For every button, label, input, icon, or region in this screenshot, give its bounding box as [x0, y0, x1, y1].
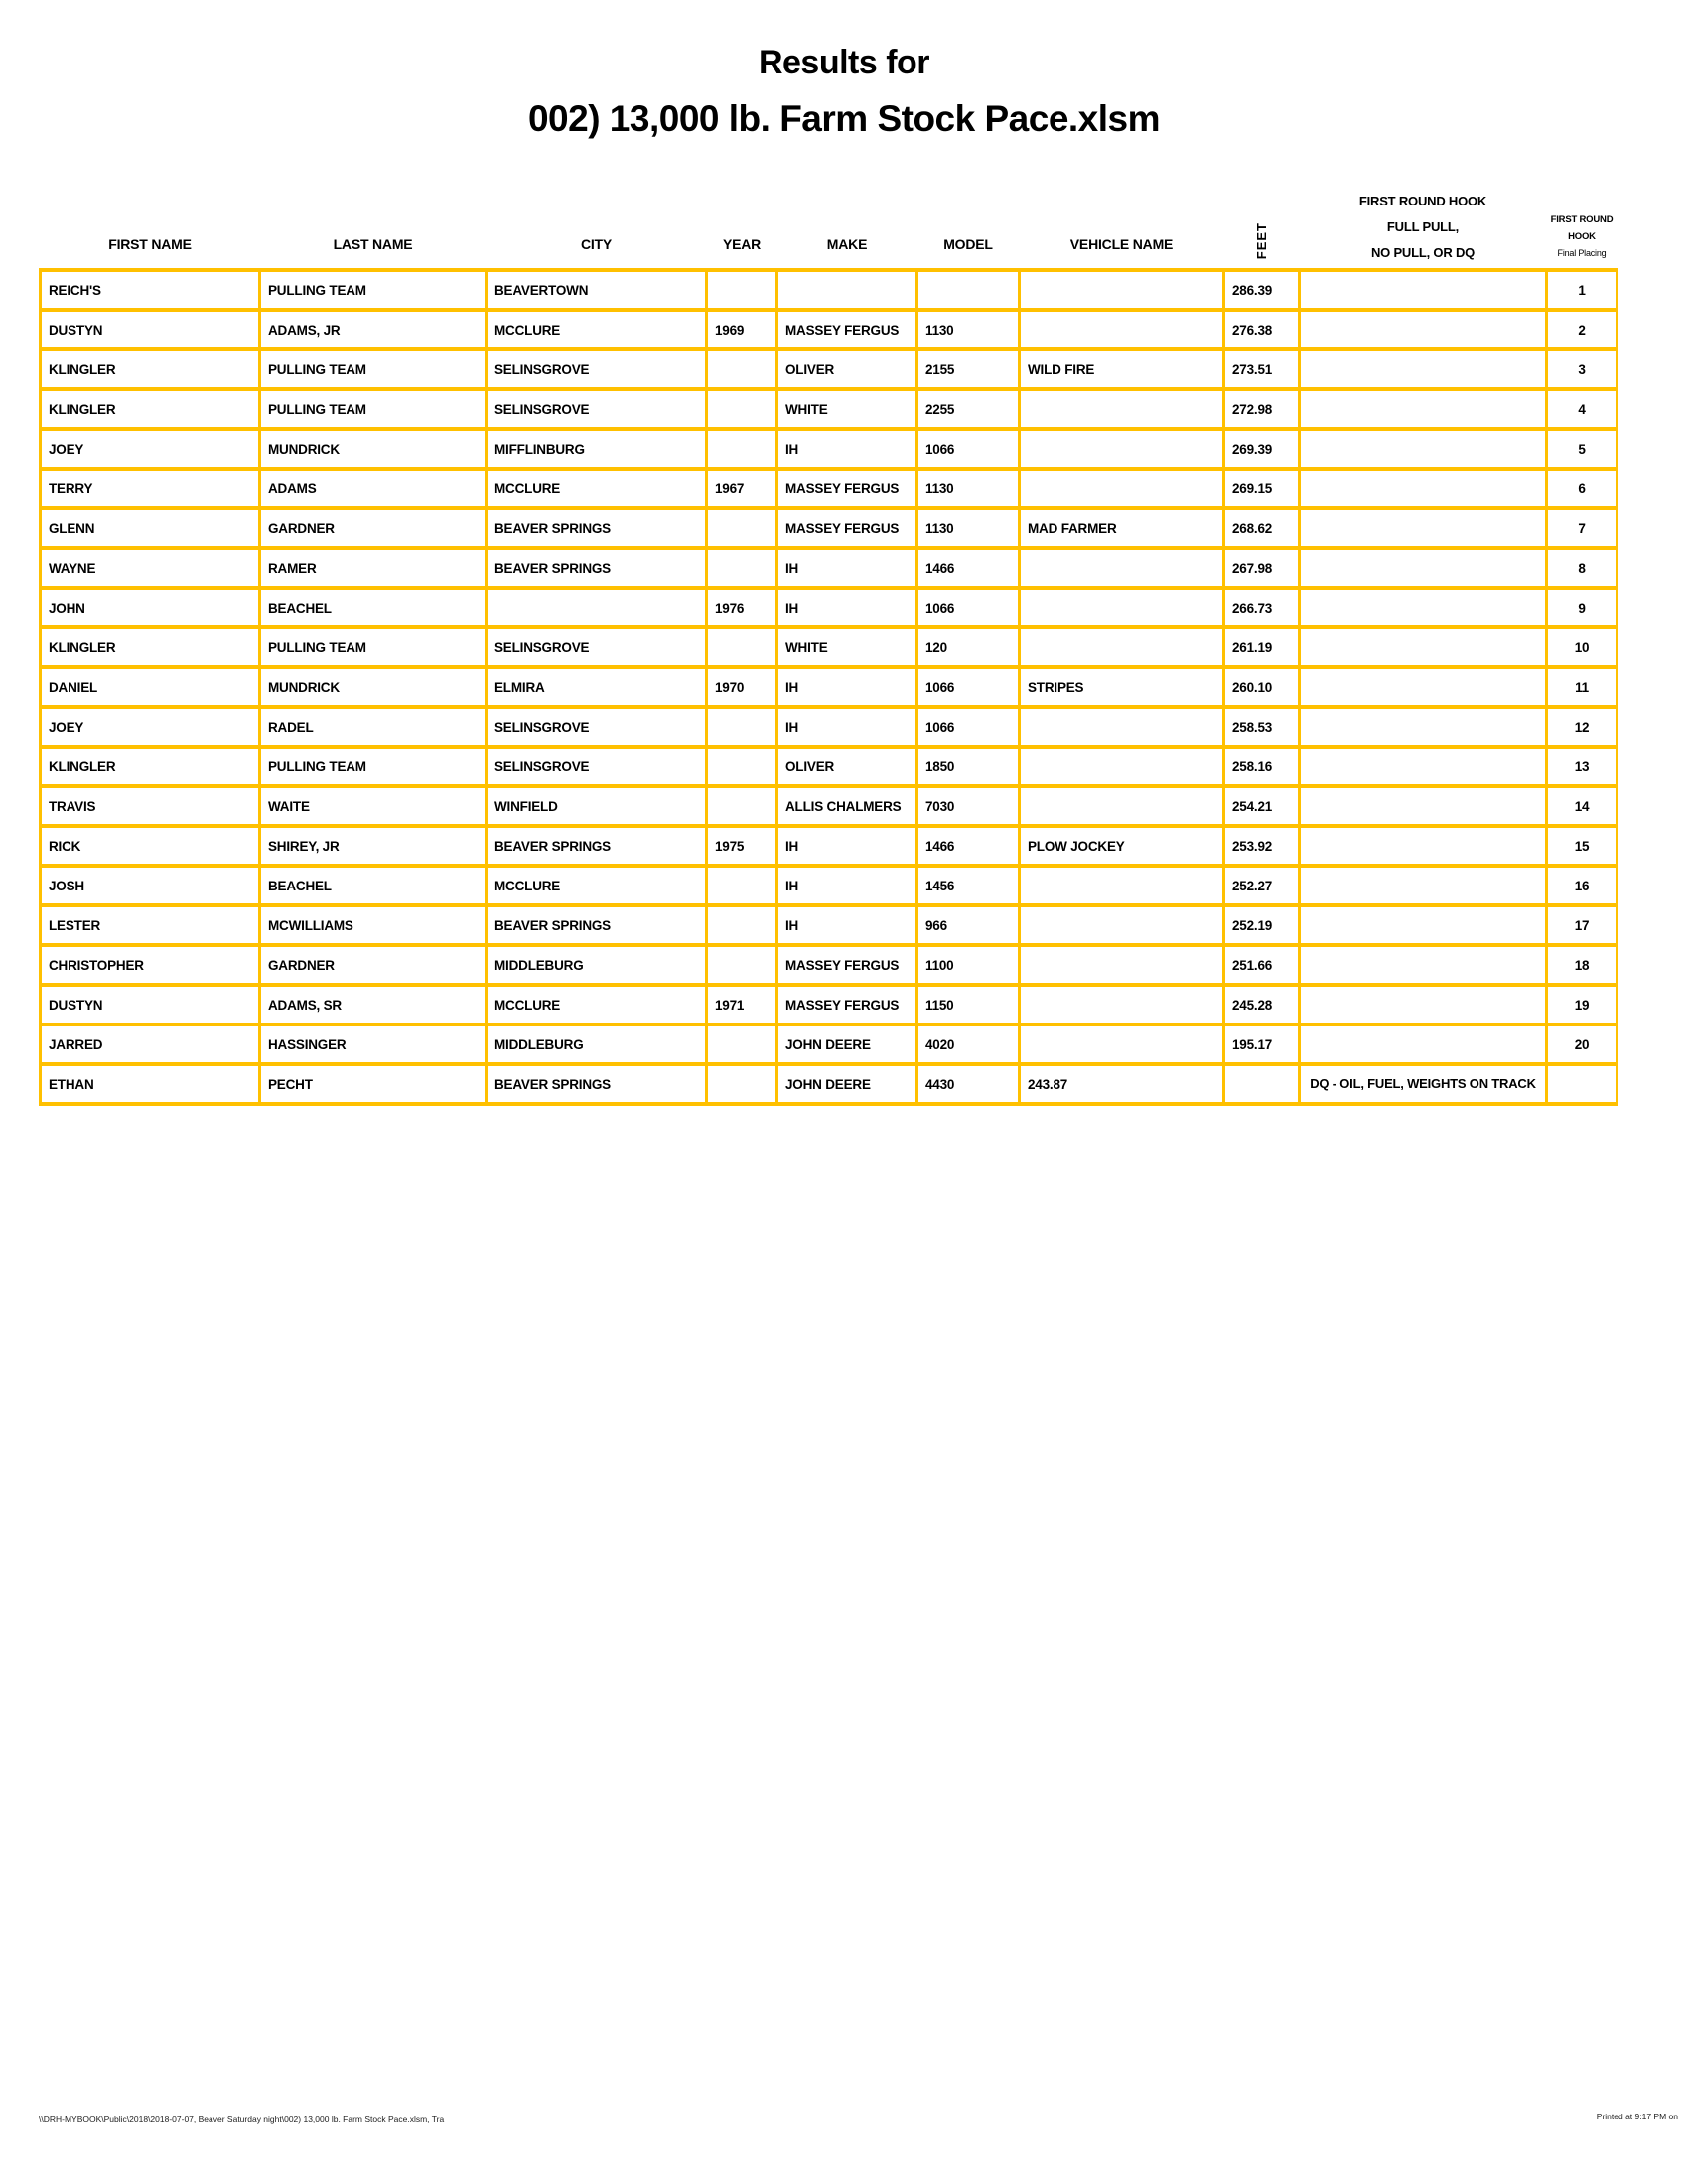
- cell-feet: 252.19: [1224, 905, 1300, 945]
- cell-make: MASSEY FERGUS: [777, 469, 917, 508]
- placing-header-line3: Final Placing: [1557, 248, 1607, 258]
- cell-model: 1066: [917, 429, 1020, 469]
- cell-first-round-hook: [1300, 429, 1547, 469]
- cell-last-name: PULLING TEAM: [260, 389, 487, 429]
- cell-vehicle-name: [1020, 310, 1224, 349]
- table-row: [41, 667, 1618, 707]
- cell-model: [917, 270, 1020, 310]
- cell-last-name: MUNDRICK: [260, 667, 487, 707]
- cell-first-name: ETHAN: [41, 1064, 260, 1104]
- cell-make: MASSEY FERGUS: [777, 945, 917, 985]
- cell-feet: 286.39: [1224, 270, 1300, 310]
- cell-city: SELINSGROVE: [487, 747, 707, 786]
- cell-last-name: WAITE: [260, 786, 487, 826]
- col-header-first-name: FIRST NAME: [108, 236, 192, 252]
- cell-city: MCCLURE: [487, 469, 707, 508]
- table-row: [41, 905, 1618, 945]
- cell-model: 4430: [917, 1064, 1020, 1104]
- cell-last-name: RAMER: [260, 548, 487, 588]
- cell-first-round-hook: DQ - OIL, FUEL, WEIGHTS ON TRACK: [1300, 1064, 1547, 1104]
- cell-final-placing: 19: [1547, 985, 1618, 1024]
- cell-final-placing: 18: [1547, 945, 1618, 985]
- cell-model: 1066: [917, 667, 1020, 707]
- col-header-make: MAKE: [826, 236, 868, 252]
- table-row: [41, 349, 1618, 389]
- cell-first-name: RICK: [41, 826, 260, 866]
- cell-last-name: PECHT: [260, 1064, 487, 1104]
- cell-first-name: TRAVIS: [41, 786, 260, 826]
- cell-first-name: KLINGLER: [41, 747, 260, 786]
- placing-header-line1: FIRST ROUND: [1550, 214, 1614, 225]
- cell-first-name: JARRED: [41, 1024, 260, 1064]
- table-row: [41, 786, 1618, 826]
- cell-first-name: DUSTYN: [41, 310, 260, 349]
- cell-city: ELMIRA: [487, 667, 707, 707]
- cell-vehicle-name: [1020, 627, 1224, 667]
- cell-last-name: RADEL: [260, 707, 487, 747]
- cell-vehicle-name: [1020, 747, 1224, 786]
- cell-last-name: BEACHEL: [260, 588, 487, 627]
- cell-first-round-hook: [1300, 826, 1547, 866]
- cell-vehicle-name: [1020, 429, 1224, 469]
- cell-final-placing: 13: [1547, 747, 1618, 786]
- cell-year: [707, 548, 777, 588]
- cell-final-placing: 11: [1547, 667, 1618, 707]
- col-header-vehicle-name: VEHICLE NAME: [1069, 236, 1174, 252]
- col-header-city: CITY: [580, 236, 613, 252]
- cell-year: [707, 270, 777, 310]
- cell-final-placing: 1: [1547, 270, 1618, 310]
- results-table: [39, 187, 1618, 1106]
- cell-final-placing: 9: [1547, 588, 1618, 627]
- cell-feet: 195.17: [1224, 1024, 1300, 1064]
- footer-file-path: \\DRH-MYBOOK\Public\2018\2018-07-07, Beaver Saturday night\002) 13,000 lb. Farm Stock Pace.xlsm, Tra: [39, 2115, 445, 2124]
- cell-make: JOHN DEERE: [777, 1024, 917, 1064]
- cell-make: OLIVER: [777, 747, 917, 786]
- cell-last-name: SHIREY, JR: [260, 826, 487, 866]
- cell-first-round-hook: [1300, 508, 1547, 548]
- cell-first-name: KLINGLER: [41, 349, 260, 389]
- cell-last-name: PULLING TEAM: [260, 349, 487, 389]
- cell-city: MIDDLEBURG: [487, 1024, 707, 1064]
- cell-city: BEAVERTOWN: [487, 270, 707, 310]
- cell-first-round-hook: [1300, 270, 1547, 310]
- cell-first-name: LESTER: [41, 905, 260, 945]
- cell-make: IH: [777, 429, 917, 469]
- cell-last-name: BEACHEL: [260, 866, 487, 905]
- cell-first-round-hook: [1300, 747, 1547, 786]
- cell-model: 1130: [917, 508, 1020, 548]
- cell-make: [777, 270, 917, 310]
- cell-last-name: HASSINGER: [260, 1024, 487, 1064]
- cell-feet: 269.39: [1224, 429, 1300, 469]
- cell-model: 2255: [917, 389, 1020, 429]
- cell-first-name: TERRY: [41, 469, 260, 508]
- cell-final-placing: 5: [1547, 429, 1618, 469]
- hook-header-line3: NO PULL, OR DQ: [1370, 245, 1476, 260]
- cell-feet: 266.73: [1224, 588, 1300, 627]
- footer-printed-at: Printed at 9:17 PM on: [1596, 2112, 1678, 2121]
- cell-feet: 253.92: [1224, 826, 1300, 866]
- cell-year: [707, 1024, 777, 1064]
- cell-make: MASSEY FERGUS: [777, 310, 917, 349]
- cell-first-round-hook: [1300, 707, 1547, 747]
- cell-vehicle-name: 243.87: [1020, 1064, 1224, 1104]
- cell-first-name: WAYNE: [41, 548, 260, 588]
- cell-first-name: DUSTYN: [41, 985, 260, 1024]
- cell-first-name: CHRISTOPHER: [41, 945, 260, 985]
- cell-year: [707, 945, 777, 985]
- cell-city: MCCLURE: [487, 310, 707, 349]
- cell-last-name: GARDNER: [260, 508, 487, 548]
- cell-vehicle-name: [1020, 548, 1224, 588]
- table-row: [41, 866, 1618, 905]
- cell-first-name: JOEY: [41, 429, 260, 469]
- col-header-year: YEAR: [722, 236, 762, 252]
- cell-make: JOHN DEERE: [777, 1064, 917, 1104]
- cell-city: BEAVER SPRINGS: [487, 508, 707, 548]
- col-header-final-placing: [1547, 187, 1618, 270]
- cell-make: IH: [777, 588, 917, 627]
- cell-make: MASSEY FERGUS: [777, 985, 917, 1024]
- cell-vehicle-name: [1020, 905, 1224, 945]
- cell-city: MCCLURE: [487, 985, 707, 1024]
- cell-vehicle-name: [1020, 866, 1224, 905]
- cell-first-name: DANIEL: [41, 667, 260, 707]
- cell-year: 1971: [707, 985, 777, 1024]
- cell-make: IH: [777, 548, 917, 588]
- cell-city: [487, 588, 707, 627]
- cell-model: 1130: [917, 469, 1020, 508]
- cell-model: 1456: [917, 866, 1020, 905]
- cell-first-name: JOHN: [41, 588, 260, 627]
- cell-year: 1975: [707, 826, 777, 866]
- cell-first-round-hook: [1300, 1024, 1547, 1064]
- cell-year: 1970: [707, 667, 777, 707]
- page-title: [0, 44, 1688, 140]
- hook-header-line1: FIRST ROUND HOOK: [1358, 194, 1487, 208]
- title-line2: 002) 13,000 lb. Farm Stock Pace.xlsm: [527, 98, 1161, 139]
- cell-feet: 258.16: [1224, 747, 1300, 786]
- cell-model: 1850: [917, 747, 1020, 786]
- cell-vehicle-name: [1020, 389, 1224, 429]
- header-row: [41, 187, 1618, 270]
- cell-city: SELINSGROVE: [487, 349, 707, 389]
- col-header-feet: [1224, 187, 1300, 270]
- cell-feet: 276.38: [1224, 310, 1300, 349]
- table-row: [41, 548, 1618, 588]
- cell-vehicle-name: [1020, 786, 1224, 826]
- col-header-model: MODEL: [943, 236, 993, 252]
- cell-final-placing: 6: [1547, 469, 1618, 508]
- cell-city: MIDDLEBURG: [487, 945, 707, 985]
- cell-last-name: MUNDRICK: [260, 429, 487, 469]
- cell-model: 2155: [917, 349, 1020, 389]
- cell-city: BEAVER SPRINGS: [487, 826, 707, 866]
- cell-first-name: KLINGLER: [41, 627, 260, 667]
- cell-final-placing: 7: [1547, 508, 1618, 548]
- table-row: [41, 310, 1618, 349]
- cell-first-round-hook: [1300, 667, 1547, 707]
- hook-header-line2: FULL PULL,: [1386, 219, 1460, 234]
- cell-vehicle-name: [1020, 1024, 1224, 1064]
- cell-first-round-hook: [1300, 310, 1547, 349]
- cell-feet: 272.98: [1224, 389, 1300, 429]
- cell-final-placing: 14: [1547, 786, 1618, 826]
- cell-last-name: ADAMS, SR: [260, 985, 487, 1024]
- cell-last-name: PULLING TEAM: [260, 627, 487, 667]
- cell-final-placing: [1547, 1064, 1618, 1104]
- cell-final-placing: 3: [1547, 349, 1618, 389]
- cell-feet: [1224, 1064, 1300, 1104]
- cell-year: [707, 786, 777, 826]
- cell-final-placing: 20: [1547, 1024, 1618, 1064]
- cell-city: SELINSGROVE: [487, 627, 707, 667]
- cell-feet: 260.10: [1224, 667, 1300, 707]
- cell-vehicle-name: PLOW JOCKEY: [1020, 826, 1224, 866]
- cell-year: [707, 349, 777, 389]
- cell-year: [707, 1064, 777, 1104]
- cell-model: 1150: [917, 985, 1020, 1024]
- cell-model: 4020: [917, 1024, 1020, 1064]
- cell-final-placing: 4: [1547, 389, 1618, 429]
- cell-vehicle-name: [1020, 270, 1224, 310]
- cell-model: 1466: [917, 548, 1020, 588]
- cell-first-round-hook: [1300, 905, 1547, 945]
- cell-vehicle-name: [1020, 469, 1224, 508]
- table-row: [41, 270, 1618, 310]
- cell-model: 1066: [917, 588, 1020, 627]
- cell-vehicle-name: [1020, 945, 1224, 985]
- cell-city: WINFIELD: [487, 786, 707, 826]
- cell-model: 966: [917, 905, 1020, 945]
- cell-feet: 269.15: [1224, 469, 1300, 508]
- cell-first-round-hook: [1300, 786, 1547, 826]
- cell-year: [707, 866, 777, 905]
- cell-year: [707, 627, 777, 667]
- cell-first-round-hook: [1300, 588, 1547, 627]
- cell-feet: 251.66: [1224, 945, 1300, 985]
- cell-first-round-hook: [1300, 349, 1547, 389]
- title-line1: Results for: [758, 44, 930, 81]
- table-row: [41, 1024, 1618, 1064]
- cell-model: 1100: [917, 945, 1020, 985]
- cell-year: [707, 508, 777, 548]
- cell-year: 1976: [707, 588, 777, 627]
- table-row: [41, 1064, 1618, 1104]
- cell-final-placing: 16: [1547, 866, 1618, 905]
- cell-make: IH: [777, 905, 917, 945]
- cell-year: [707, 389, 777, 429]
- cell-city: MIFFLINBURG: [487, 429, 707, 469]
- cell-vehicle-name: STRIPES: [1020, 667, 1224, 707]
- cell-model: 120: [917, 627, 1020, 667]
- table-row: [41, 985, 1618, 1024]
- cell-feet: 254.21: [1224, 786, 1300, 826]
- cell-make: MASSEY FERGUS: [777, 508, 917, 548]
- cell-first-name: REICH'S: [41, 270, 260, 310]
- cell-first-round-hook: [1300, 866, 1547, 905]
- table-row: [41, 627, 1618, 667]
- cell-make: IH: [777, 826, 917, 866]
- cell-final-placing: 2: [1547, 310, 1618, 349]
- cell-final-placing: 12: [1547, 707, 1618, 747]
- cell-year: [707, 707, 777, 747]
- cell-first-round-hook: [1300, 389, 1547, 429]
- cell-year: [707, 747, 777, 786]
- cell-vehicle-name: MAD FARMER: [1020, 508, 1224, 548]
- cell-first-round-hook: [1300, 469, 1547, 508]
- cell-city: BEAVER SPRINGS: [487, 905, 707, 945]
- table-row: [41, 707, 1618, 747]
- cell-make: OLIVER: [777, 349, 917, 389]
- table-row: [41, 588, 1618, 627]
- cell-vehicle-name: [1020, 985, 1224, 1024]
- cell-city: SELINSGROVE: [487, 707, 707, 747]
- cell-make: WHITE: [777, 627, 917, 667]
- cell-vehicle-name: [1020, 588, 1224, 627]
- cell-make: IH: [777, 707, 917, 747]
- placing-header-line2: HOOK: [1568, 231, 1596, 242]
- cell-first-round-hook: [1300, 985, 1547, 1024]
- cell-model: 1066: [917, 707, 1020, 747]
- table-row: [41, 945, 1618, 985]
- cell-city: BEAVER SPRINGS: [487, 548, 707, 588]
- cell-final-placing: 15: [1547, 826, 1618, 866]
- table-row: [41, 429, 1618, 469]
- cell-year: 1969: [707, 310, 777, 349]
- col-header-first-round-hook: [1300, 187, 1547, 270]
- col-header-last-name: LAST NAME: [333, 236, 413, 252]
- cell-city: SELINSGROVE: [487, 389, 707, 429]
- cell-make: IH: [777, 866, 917, 905]
- cell-final-placing: 10: [1547, 627, 1618, 667]
- cell-feet: 261.19: [1224, 627, 1300, 667]
- cell-last-name: ADAMS: [260, 469, 487, 508]
- cell-last-name: PULLING TEAM: [260, 747, 487, 786]
- cell-first-round-hook: [1300, 548, 1547, 588]
- cell-feet: 267.98: [1224, 548, 1300, 588]
- table-row: [41, 826, 1618, 866]
- table-row: [41, 747, 1618, 786]
- cell-make: IH: [777, 667, 917, 707]
- cell-last-name: GARDNER: [260, 945, 487, 985]
- cell-city: BEAVER SPRINGS: [487, 1064, 707, 1104]
- cell-vehicle-name: [1020, 707, 1224, 747]
- table-row: [41, 508, 1618, 548]
- feet-vertical-label: FEET: [1254, 221, 1269, 259]
- cell-make: WHITE: [777, 389, 917, 429]
- cell-feet: 258.53: [1224, 707, 1300, 747]
- cell-vehicle-name: WILD FIRE: [1020, 349, 1224, 389]
- cell-city: MCCLURE: [487, 866, 707, 905]
- cell-feet: 268.62: [1224, 508, 1300, 548]
- cell-feet: 245.28: [1224, 985, 1300, 1024]
- cell-first-round-hook: [1300, 627, 1547, 667]
- cell-first-name: KLINGLER: [41, 389, 260, 429]
- cell-first-round-hook: [1300, 945, 1547, 985]
- cell-first-name: GLENN: [41, 508, 260, 548]
- cell-last-name: ADAMS, JR: [260, 310, 487, 349]
- table-row: [41, 389, 1618, 429]
- cell-feet: 252.27: [1224, 866, 1300, 905]
- cell-model: 7030: [917, 786, 1020, 826]
- cell-final-placing: 8: [1547, 548, 1618, 588]
- cell-year: [707, 905, 777, 945]
- cell-year: [707, 429, 777, 469]
- cell-model: 1466: [917, 826, 1020, 866]
- cell-last-name: PULLING TEAM: [260, 270, 487, 310]
- cell-final-placing: 17: [1547, 905, 1618, 945]
- cell-first-name: JOEY: [41, 707, 260, 747]
- cell-feet: 273.51: [1224, 349, 1300, 389]
- cell-last-name: MCWILLIAMS: [260, 905, 487, 945]
- cell-make: ALLIS CHALMERS: [777, 786, 917, 826]
- table-row: [41, 469, 1618, 508]
- cell-first-name: JOSH: [41, 866, 260, 905]
- cell-year: 1967: [707, 469, 777, 508]
- cell-model: 1130: [917, 310, 1020, 349]
